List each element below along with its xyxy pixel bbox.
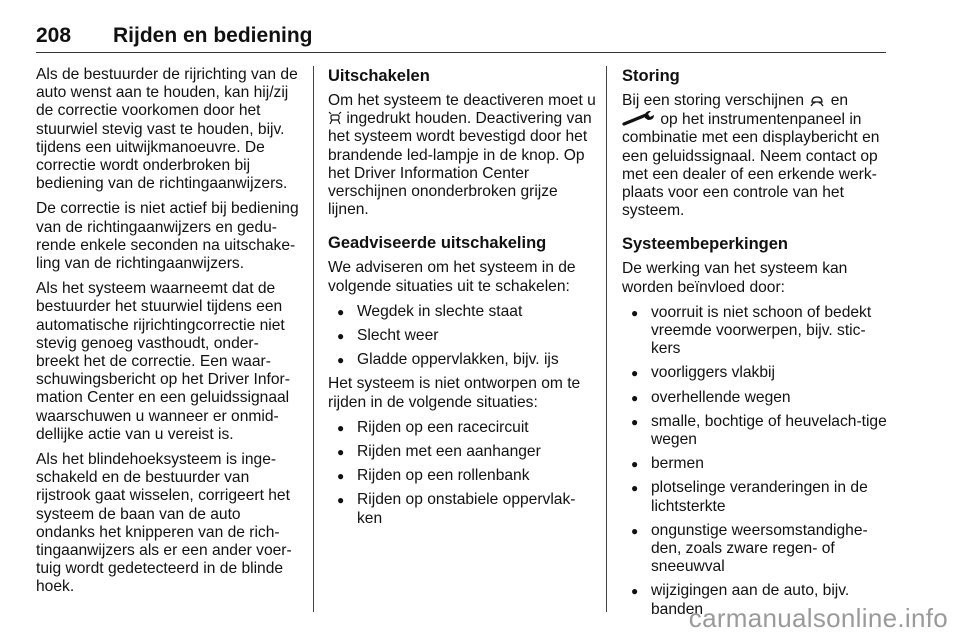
- text-run: Bij een storing verschijnen: [622, 92, 805, 109]
- lane-departure-warning-icon: [808, 93, 826, 107]
- paragraph: Als de bestuurder de rijrichting van de auto wenst aan te houden, kan hij/zij de correctie voorkomen door het stuurwiel stevig vast te houden, bijv. tijdens een uitwijkmanoeuvre. De correctie wordt onderbroken bij bediening van de richtingaanwijzers.: [36, 66, 298, 193]
- column-middle: [328, 66, 596, 534]
- list-item: ● bermen: [622, 455, 888, 473]
- list-item: ● Rijden op een racecircuit: [328, 419, 596, 437]
- text-run: Om het systeem te deactiveren moet u: [328, 92, 596, 109]
- text-run: en: [830, 92, 849, 109]
- list-item: ● wijzigingen aan de auto, bijv. banden: [622, 582, 888, 618]
- section-heading-uitschakelen: Uitschakelen: [328, 67, 430, 85]
- list-item: ● Rijden met een aanhanger: [328, 443, 596, 461]
- list-item: ● voorruit is niet schoon of bedekt vreemde voorwerpen, bijv. stic-kers: [622, 304, 888, 359]
- column-divider: [606, 66, 607, 612]
- section-heading-geadviseerde: Geadviseerde uitschakeling: [328, 234, 547, 253]
- column-right: [622, 66, 888, 625]
- page-header: [36, 22, 886, 53]
- text-run: ingedrukt houden. Deactivering van het systeem wordt bevestigd door het brandende led-lampje in de knop. Op het Driver Information Center verschijnen ononderbroken grijze lijnen.: [328, 110, 592, 219]
- bullet-list: [328, 303, 596, 370]
- list-item: ● Slecht weer: [328, 327, 596, 345]
- page-number: 208: [36, 24, 72, 47]
- bullet-list: [622, 304, 888, 619]
- paragraph: [328, 92, 596, 219]
- list-item: ● Gladde oppervlakken, bijv. ijs: [328, 351, 596, 369]
- page-title: Rijden en bediening: [113, 24, 313, 47]
- watermark: carmanualsonline.info: [688, 603, 948, 633]
- paragraph: Als het blindehoeksysteem is inge-schakeld en de bestuurder van rijstrook gaat wisselen, corrigeert het systeem de baan van de auto ondanks het knipperen van de rich-tingaanwijzers als er een ander voer-tuig wordt gedetecteerd in de blinde hoek.: [36, 451, 292, 596]
- column-divider: [313, 66, 314, 612]
- list-item: ● smalle, bochtige of heuvelach-tige wegen: [622, 413, 888, 449]
- bullet-list: [328, 419, 596, 528]
- paragraph: [622, 92, 888, 220]
- list-item: ● ongunstige weersomstandighe-den, zoals zware regen- of sneeuwval: [622, 522, 888, 577]
- column-left: [36, 66, 300, 604]
- list-item: ● Rijden op onstabiele oppervlak-ken: [328, 491, 596, 527]
- section-heading-systeembeperkingen: Systeembeperkingen: [622, 235, 788, 254]
- list-item: ● plotselinge veranderingen in de lichtsterkte: [622, 479, 888, 515]
- paragraph: We adviseren om het systeem in de volgende situaties uit te schakelen:: [328, 259, 576, 295]
- text-run: op het instrumentenpaneel in combinatie met een displaybericht en een geluidssignaal. Neem contact op met een dealer of een erkende werk-plaats voor een controle van het systeem.: [622, 111, 880, 220]
- list-item: ● Rijden op een rollenbank: [328, 467, 596, 485]
- paragraph: Het systeem is niet ontworpen om te rijden in de volgende situaties:: [328, 375, 581, 411]
- section-heading-storing: Storing: [622, 67, 680, 85]
- list-item: ● overhellende wegen: [622, 389, 888, 407]
- wrench-icon: [622, 110, 656, 126]
- lane-keep-assist-icon: [328, 111, 342, 125]
- paragraph: De correctie is niet actief bij bediening van de richtingaanwijzers en gedu-rende enkele seconden na uitschake-ling van de richtingaanwijzers.: [36, 200, 299, 273]
- paragraph: De werking van het systeem kan worden beïnvloed door:: [622, 260, 848, 296]
- paragraph: Als het systeem waarneemt dat de bestuurder het stuurwiel tijdens een automatische rijrichtingcorrectie niet stevig genoeg vasthoudt, onder-breekt het de correctie. Een waar-schuwingsbericht op het Driver Infor-mation Center en een geluidssignaal waarschuwen u wanneer er onmid-dellijke actie van u vereist is.: [36, 280, 290, 443]
- list-item: ● Wegdek in slechte staat: [328, 303, 596, 321]
- list-item: ● voorliggers vlakbij: [622, 364, 888, 382]
